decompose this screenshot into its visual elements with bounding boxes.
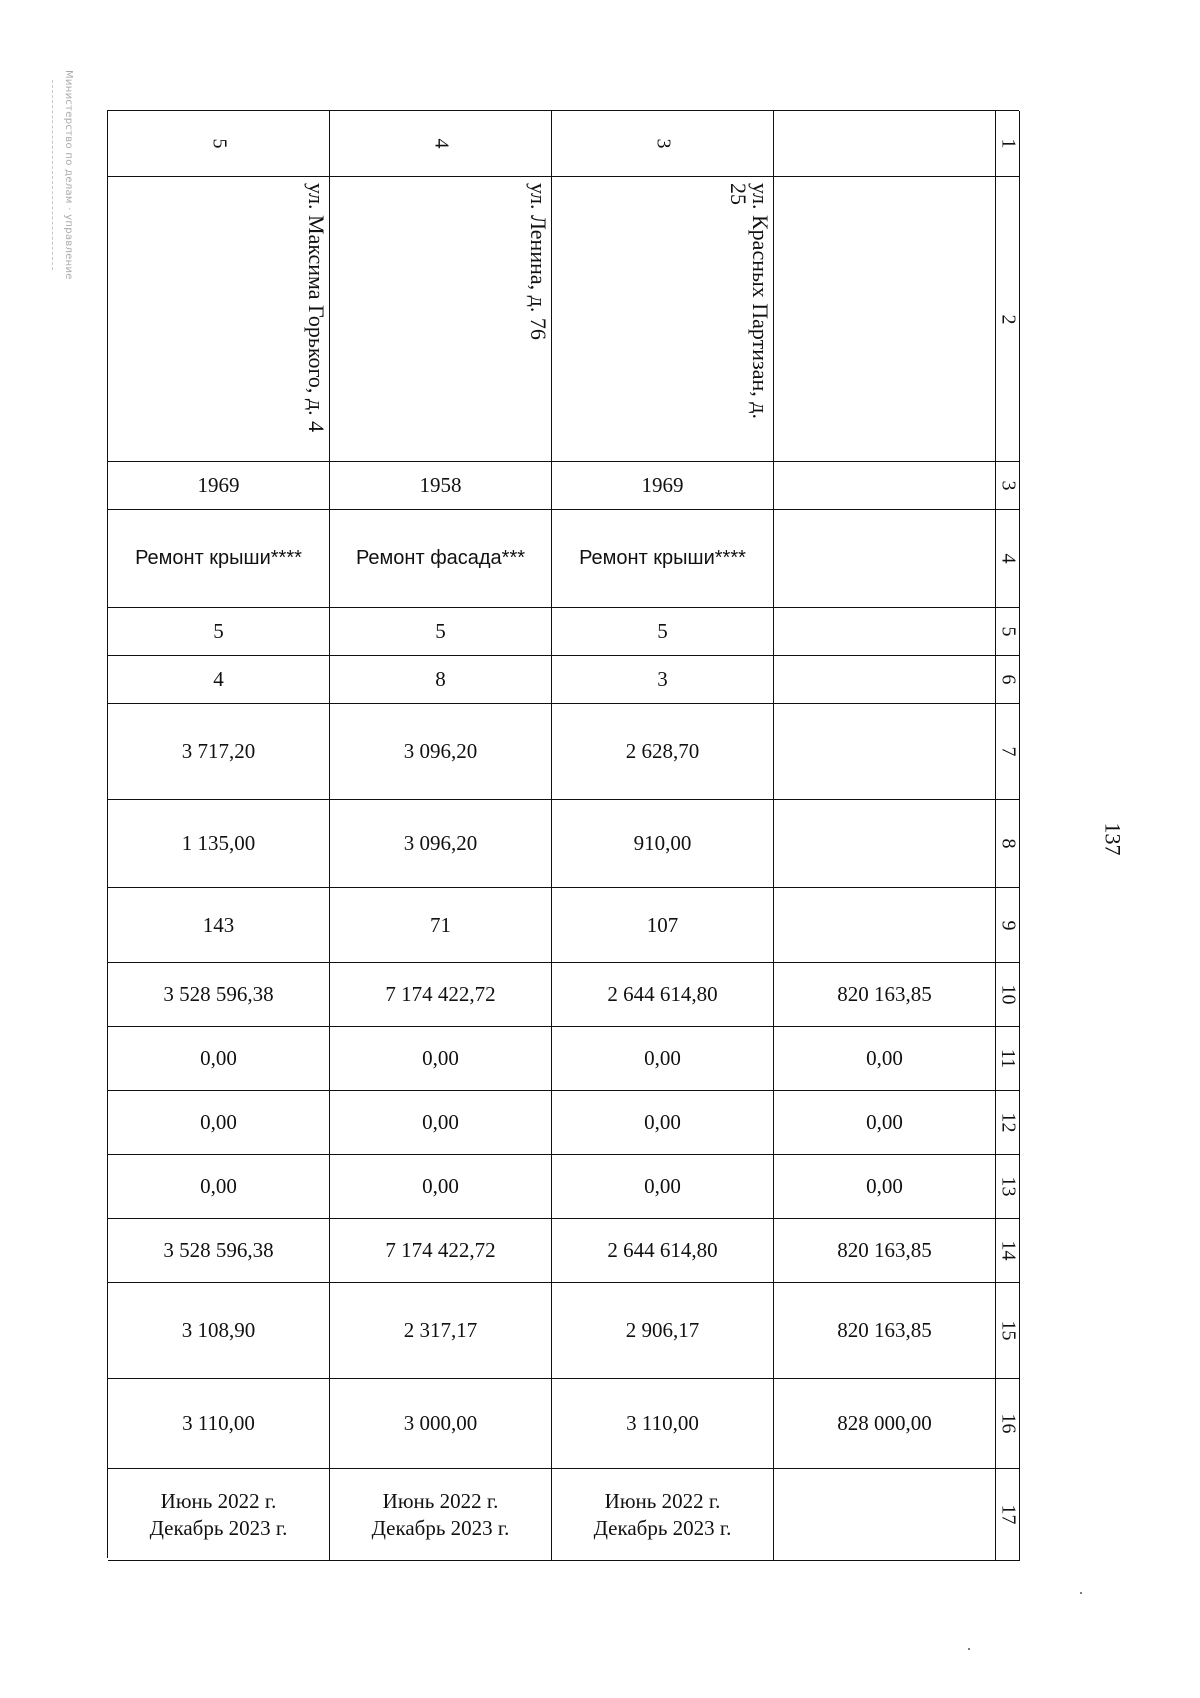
- column-index: 4: [430, 138, 452, 149]
- table-cell: [330, 111, 552, 177]
- period-start: Июнь 2022 г.: [604, 1489, 721, 1514]
- address-text: ул. Максима Горького, д. 4: [304, 183, 329, 433]
- row-number-label: 8: [997, 838, 1019, 849]
- row-number: [996, 1091, 1020, 1155]
- row-number: [996, 510, 1020, 608]
- table-cell: [774, 608, 996, 656]
- table-cell: 0,00: [552, 1155, 774, 1219]
- row-number: [996, 111, 1020, 177]
- table-cell: 4: [108, 656, 330, 704]
- stamp-text: Министерство по делам · управление: [63, 70, 74, 280]
- address-text: ул. Ленина, д. 76: [526, 183, 551, 340]
- row-number-label: 4: [997, 553, 1019, 564]
- table-cell: 820 163,85: [774, 1219, 996, 1283]
- row-number-label: 15: [997, 1320, 1019, 1341]
- table-cell: 5: [330, 608, 552, 656]
- table-cell: [552, 111, 774, 177]
- scan-speck: [1080, 1592, 1082, 1594]
- page-number: 137: [1100, 822, 1126, 856]
- table-cell: 1958: [330, 462, 552, 510]
- row-number-label: 12: [997, 1112, 1019, 1133]
- table-cell: 1969: [108, 462, 330, 510]
- table-cell: 2 906,17: [552, 1283, 774, 1379]
- row-number-label: 14: [997, 1240, 1019, 1261]
- table-cell: 7 174 422,72: [330, 1219, 552, 1283]
- row-number: [996, 1219, 1020, 1283]
- table-cell: [774, 1469, 996, 1561]
- table-cell: [108, 1469, 330, 1561]
- table-cell: 3: [552, 656, 774, 704]
- table-cell: 3 528 596,38: [108, 1219, 330, 1283]
- table-cell: 71: [330, 888, 552, 963]
- table-cell: 8: [330, 656, 552, 704]
- table-cell: [552, 177, 774, 462]
- table-cell: 5: [108, 608, 330, 656]
- period-end: Декабрь 2023 г.: [149, 1515, 288, 1540]
- table-cell: 5: [552, 608, 774, 656]
- row-number: [996, 1155, 1020, 1219]
- address-text: ул. Красных Партизан, д. 25: [726, 183, 773, 419]
- table-cell: 3 528 596,38: [108, 963, 330, 1027]
- table-cell: [774, 177, 996, 462]
- row-number: [996, 1379, 1020, 1469]
- row-number: [996, 888, 1020, 963]
- row-number-label: 7: [997, 746, 1019, 757]
- row-number: [996, 177, 1020, 462]
- stamp-border: [52, 80, 54, 270]
- table-cell: 828 000,00: [774, 1379, 996, 1469]
- row-number-label: 3: [997, 480, 1019, 491]
- column-index: 3: [652, 138, 674, 149]
- table-cell: 0,00: [330, 1155, 552, 1219]
- table-cell: 820 163,85: [774, 963, 996, 1027]
- period-start: Июнь 2022 г.: [382, 1489, 499, 1514]
- table-cell: 2 644 614,80: [552, 1219, 774, 1283]
- table-cell: [330, 177, 552, 462]
- table-cell: 0,00: [552, 1027, 774, 1091]
- table-cell: 3 717,20: [108, 704, 330, 800]
- table-cell: 3 110,00: [552, 1379, 774, 1469]
- table-cell: [774, 888, 996, 963]
- table-cell: [108, 111, 330, 177]
- table-cell: 0,00: [108, 1091, 330, 1155]
- table-cell: Ремонт крыши****: [108, 510, 330, 608]
- table-cell: [774, 800, 996, 888]
- row-number: [996, 800, 1020, 888]
- row-number: [996, 1027, 1020, 1091]
- table-cell: 3 000,00: [330, 1379, 552, 1469]
- row-number-label: 16: [997, 1413, 1019, 1434]
- table-cell: 910,00: [552, 800, 774, 888]
- table-cell: [774, 462, 996, 510]
- table-cell: [552, 1469, 774, 1561]
- table-cell: 1969: [552, 462, 774, 510]
- column-index: 5: [208, 138, 230, 149]
- table-cell: 0,00: [330, 1027, 552, 1091]
- row-number: [996, 1469, 1020, 1561]
- table-cell: 3 108,90: [108, 1283, 330, 1379]
- table-cell: [108, 177, 330, 462]
- row-number: [996, 1283, 1020, 1379]
- table-cell: 820 163,85: [774, 1283, 996, 1379]
- table-cell: 0,00: [774, 1027, 996, 1091]
- row-number-label: 6: [997, 674, 1019, 685]
- period-end: Декабрь 2023 г.: [371, 1515, 510, 1540]
- row-number-label: 10: [997, 984, 1019, 1005]
- table-cell: 2 628,70: [552, 704, 774, 800]
- table-cell: 0,00: [774, 1155, 996, 1219]
- table-cell: 143: [108, 888, 330, 963]
- row-number-label: 9: [997, 920, 1019, 930]
- table-cell: 2 317,17: [330, 1283, 552, 1379]
- table-cell: 7 174 422,72: [330, 963, 552, 1027]
- table-cell: [774, 111, 996, 177]
- stamp: [46, 70, 100, 280]
- table-cell: 0,00: [330, 1091, 552, 1155]
- row-number-label: 1: [997, 138, 1019, 149]
- row-number-label: 11: [996, 1048, 1019, 1069]
- row-number: [996, 704, 1020, 800]
- scan-speck: [968, 1648, 970, 1650]
- table-cell: 0,00: [108, 1155, 330, 1219]
- table-cell: 0,00: [774, 1091, 996, 1155]
- row-number: [996, 608, 1020, 656]
- period-start: Июнь 2022 г.: [160, 1489, 277, 1514]
- table-cell: 3 110,00: [108, 1379, 330, 1469]
- table-cell: [774, 656, 996, 704]
- table-cell: [774, 510, 996, 608]
- row-number: [996, 656, 1020, 704]
- table-cell: 3 096,20: [330, 704, 552, 800]
- row-number-label: 2: [997, 314, 1019, 324]
- table-cell: 107: [552, 888, 774, 963]
- row-number-label: 5: [997, 626, 1019, 637]
- table-cell: Ремонт фасада***: [330, 510, 552, 608]
- row-number-label: 17: [997, 1504, 1019, 1525]
- row-number: [996, 462, 1020, 510]
- row-number: [996, 963, 1020, 1027]
- table-cell: 0,00: [108, 1027, 330, 1091]
- table-cell: 1 135,00: [108, 800, 330, 888]
- table-cell: [774, 704, 996, 800]
- table-cell: 0,00: [552, 1091, 774, 1155]
- table-cell: [330, 1469, 552, 1561]
- period-end: Декабрь 2023 г.: [593, 1515, 732, 1540]
- row-number-label: 13: [997, 1176, 1019, 1197]
- table-cell: 2 644 614,80: [552, 963, 774, 1027]
- table-cell: 3 096,20: [330, 800, 552, 888]
- data-table: [107, 110, 1019, 1558]
- table-cell: Ремонт крыши****: [552, 510, 774, 608]
